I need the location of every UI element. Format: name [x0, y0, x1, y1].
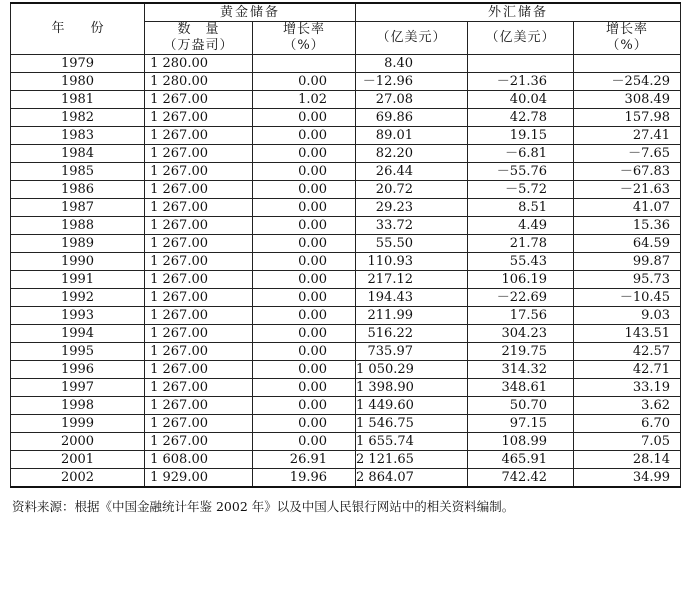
cell-forex-growth: －254.29 — [574, 73, 681, 91]
cell-forex-growth: －7.65 — [574, 145, 681, 163]
cell-forex-a: 110.93 — [356, 253, 468, 271]
cell-gold-quantity: 1 267.00 — [145, 361, 253, 379]
cell-gold-quantity: 1 267.00 — [145, 289, 253, 307]
cell-gold-growth: 0.00 — [253, 307, 356, 325]
cell-gold-growth: 0.00 — [253, 271, 356, 289]
cell-gold-growth: 0.00 — [253, 379, 356, 397]
table-row — [11, 289, 681, 307]
cell-forex-a: 735.97 — [356, 343, 468, 361]
cell-forex-a: 2 864.07 — [356, 469, 468, 488]
table-row — [11, 217, 681, 235]
table-row — [11, 379, 681, 397]
header-gold-quantity-unit: （万盎司） — [163, 38, 234, 53]
cell-forex-a: 1 449.60 — [356, 397, 468, 415]
cell-gold-quantity: 1 608.00 — [145, 451, 253, 469]
cell-forex-a: 1 050.29 — [356, 361, 468, 379]
source-note: 资料来源：根据《中国金融统计年鉴 2002 年》以及中国人民银行网站中的相关资料编制。 — [12, 499, 515, 514]
cell-forex-b: 19.15 — [468, 127, 574, 145]
cell-gold-growth: 0.00 — [253, 289, 356, 307]
cell-year: 1994 — [11, 325, 145, 343]
table-row — [11, 235, 681, 253]
cell-forex-growth: 34.99 — [574, 469, 681, 488]
cell-gold-growth: 0.00 — [253, 415, 356, 433]
cell-gold-growth: 0.00 — [253, 235, 356, 253]
table-row — [11, 199, 681, 217]
cell-year: 2002 — [11, 469, 145, 488]
cell-gold-quantity: 1 267.00 — [145, 271, 253, 289]
cell-forex-b: 42.78 — [468, 109, 574, 127]
table-row — [11, 181, 681, 199]
cell-forex-a: 55.50 — [356, 235, 468, 253]
cell-year: 1995 — [11, 343, 145, 361]
table-header — [11, 3, 681, 55]
cell-forex-a: 194.43 — [356, 289, 468, 307]
cell-gold-quantity: 1 267.00 — [145, 91, 253, 109]
cell-forex-a: 516.22 — [356, 325, 468, 343]
cell-forex-a: －12.96 — [356, 73, 468, 91]
header-forex-b: （亿美元） — [468, 22, 574, 55]
cell-forex-b: －21.36 — [468, 73, 574, 91]
cell-year: 1980 — [11, 73, 145, 91]
cell-gold-growth: 19.96 — [253, 469, 356, 488]
header-gold-quantity-label: 数 量 — [177, 22, 220, 37]
cell-gold-quantity: 1 267.00 — [145, 253, 253, 271]
cell-forex-growth: 308.49 — [574, 91, 681, 109]
cell-forex-b: －55.76 — [468, 163, 574, 181]
header-forex-reserves: 外汇储备 — [356, 3, 681, 22]
cell-forex-growth: 7.05 — [574, 433, 681, 451]
cell-forex-growth: －21.63 — [574, 181, 681, 199]
cell-forex-b: －5.72 — [468, 181, 574, 199]
header-year: 年 份 — [11, 3, 145, 55]
cell-gold-quantity: 1 267.00 — [145, 127, 253, 145]
table-body — [11, 55, 681, 488]
cell-forex-b: 742.42 — [468, 469, 574, 488]
cell-year: 1997 — [11, 379, 145, 397]
cell-forex-a: 27.08 — [356, 91, 468, 109]
cell-forex-growth: －10.45 — [574, 289, 681, 307]
cell-gold-growth: 0.00 — [253, 433, 356, 451]
table-row — [11, 469, 681, 488]
table-row — [11, 55, 681, 73]
cell-gold-quantity: 1 267.00 — [145, 307, 253, 325]
cell-forex-b: 108.99 — [468, 433, 574, 451]
header-gold-growth-unit: （%） — [283, 38, 325, 53]
cell-year: 1996 — [11, 361, 145, 379]
table-row — [11, 325, 681, 343]
cell-year: 1993 — [11, 307, 145, 325]
cell-year: 1984 — [11, 145, 145, 163]
cell-gold-growth: 0.00 — [253, 397, 356, 415]
table-row — [11, 415, 681, 433]
cell-forex-growth: 3.62 — [574, 397, 681, 415]
table-row — [11, 361, 681, 379]
cell-forex-a: 33.72 — [356, 217, 468, 235]
table-row — [11, 307, 681, 325]
cell-forex-a: 26.44 — [356, 163, 468, 181]
cell-gold-quantity: 1 267.00 — [145, 235, 253, 253]
cell-forex-a: 69.86 — [356, 109, 468, 127]
cell-forex-a: 1 546.75 — [356, 415, 468, 433]
cell-gold-growth: 0.00 — [253, 343, 356, 361]
cell-year: 1986 — [11, 181, 145, 199]
header-forex-growth-unit: （%） — [606, 38, 648, 53]
cell-gold-growth: 0.00 — [253, 181, 356, 199]
cell-gold-growth: 0.00 — [253, 217, 356, 235]
cell-gold-growth: 26.91 — [253, 451, 356, 469]
cell-forex-growth: 157.98 — [574, 109, 681, 127]
header-gold-growth-label: 增长率 — [283, 22, 326, 37]
cell-gold-quantity: 1 267.00 — [145, 379, 253, 397]
cell-year: 1999 — [11, 415, 145, 433]
cell-forex-b: 17.56 — [468, 307, 574, 325]
cell-forex-growth: 41.07 — [574, 199, 681, 217]
cell-forex-b: 55.43 — [468, 253, 574, 271]
cell-gold-quantity: 1 267.00 — [145, 415, 253, 433]
cell-gold-growth: 0.00 — [253, 127, 356, 145]
cell-year: 1981 — [11, 91, 145, 109]
cell-gold-growth — [253, 55, 356, 73]
cell-year: 1982 — [11, 109, 145, 127]
cell-forex-b: 304.23 — [468, 325, 574, 343]
cell-year: 1987 — [11, 199, 145, 217]
cell-gold-quantity: 1 929.00 — [145, 469, 253, 488]
cell-forex-growth: 42.57 — [574, 343, 681, 361]
cell-year: 2001 — [11, 451, 145, 469]
cell-gold-growth: 0.00 — [253, 73, 356, 91]
cell-year: 1998 — [11, 397, 145, 415]
cell-year: 1988 — [11, 217, 145, 235]
cell-gold-quantity: 1 267.00 — [145, 397, 253, 415]
cell-forex-b: －22.69 — [468, 289, 574, 307]
cell-year: 1979 — [11, 55, 145, 73]
cell-gold-quantity: 1 267.00 — [145, 181, 253, 199]
cell-gold-growth: 0.00 — [253, 145, 356, 163]
table-row — [11, 145, 681, 163]
cell-forex-b: 50.70 — [468, 397, 574, 415]
cell-gold-quantity: 1 267.00 — [145, 199, 253, 217]
cell-forex-b: 21.78 — [468, 235, 574, 253]
table-row — [11, 127, 681, 145]
cell-forex-b: 465.91 — [468, 451, 574, 469]
cell-forex-a: 1 655.74 — [356, 433, 468, 451]
table-row — [11, 433, 681, 451]
table-row — [11, 397, 681, 415]
cell-forex-growth: 95.73 — [574, 271, 681, 289]
cell-gold-quantity: 1 267.00 — [145, 163, 253, 181]
cell-gold-growth: 0.00 — [253, 109, 356, 127]
cell-forex-b: 348.61 — [468, 379, 574, 397]
cell-gold-quantity: 1 267.00 — [145, 217, 253, 235]
header-gold-reserves: 黄金储备 — [145, 3, 356, 22]
cell-forex-b — [468, 55, 574, 73]
table-row — [11, 343, 681, 361]
cell-gold-quantity: 1 267.00 — [145, 145, 253, 163]
reserves-table — [10, 2, 681, 488]
cell-gold-quantity: 1 267.00 — [145, 109, 253, 127]
cell-forex-b: 106.19 — [468, 271, 574, 289]
header-gold-quantity — [145, 22, 253, 55]
cell-forex-b: 219.75 — [468, 343, 574, 361]
cell-year: 1989 — [11, 235, 145, 253]
table-row — [11, 253, 681, 271]
cell-forex-growth: 9.03 — [574, 307, 681, 325]
table-row — [11, 109, 681, 127]
cell-gold-quantity: 1 280.00 — [145, 73, 253, 91]
table-row — [11, 91, 681, 109]
cell-forex-growth: 99.87 — [574, 253, 681, 271]
document-page — [10, 2, 680, 515]
cell-forex-a: 8.40 — [356, 55, 468, 73]
cell-forex-growth: 27.41 — [574, 127, 681, 145]
cell-forex-b: 8.51 — [468, 199, 574, 217]
cell-forex-growth: 6.70 — [574, 415, 681, 433]
cell-forex-growth: 33.19 — [574, 379, 681, 397]
table-row — [11, 73, 681, 91]
cell-forex-b: 4.49 — [468, 217, 574, 235]
cell-forex-growth: －67.83 — [574, 163, 681, 181]
header-forex-growth-label: 增长率 — [606, 22, 649, 37]
cell-year: 1991 — [11, 271, 145, 289]
cell-year: 1983 — [11, 127, 145, 145]
cell-forex-a: 217.12 — [356, 271, 468, 289]
cell-forex-b: 314.32 — [468, 361, 574, 379]
cell-gold-growth: 0.00 — [253, 253, 356, 271]
header-forex-growth — [574, 22, 681, 55]
cell-year: 2000 — [11, 433, 145, 451]
cell-forex-growth — [574, 55, 681, 73]
cell-year: 1985 — [11, 163, 145, 181]
cell-forex-b: －6.81 — [468, 145, 574, 163]
cell-gold-quantity: 1 280.00 — [145, 55, 253, 73]
cell-forex-a: 211.99 — [356, 307, 468, 325]
header-gold-growth — [253, 22, 356, 55]
cell-forex-a: 82.20 — [356, 145, 468, 163]
cell-forex-a: 20.72 — [356, 181, 468, 199]
cell-forex-growth: 15.36 — [574, 217, 681, 235]
cell-gold-quantity: 1 267.00 — [145, 325, 253, 343]
cell-forex-a: 29.23 — [356, 199, 468, 217]
cell-gold-growth: 0.00 — [253, 361, 356, 379]
cell-forex-b: 97.15 — [468, 415, 574, 433]
cell-forex-growth: 42.71 — [574, 361, 681, 379]
cell-gold-quantity: 1 267.00 — [145, 343, 253, 361]
cell-gold-growth: 0.00 — [253, 199, 356, 217]
cell-forex-b: 40.04 — [468, 91, 574, 109]
table-row — [11, 451, 681, 469]
table-row — [11, 271, 681, 289]
cell-forex-growth: 28.14 — [574, 451, 681, 469]
cell-gold-growth: 1.02 — [253, 91, 356, 109]
cell-forex-a: 89.01 — [356, 127, 468, 145]
cell-forex-a: 1 398.90 — [356, 379, 468, 397]
cell-year: 1990 — [11, 253, 145, 271]
cell-forex-growth: 143.51 — [574, 325, 681, 343]
cell-gold-growth: 0.00 — [253, 325, 356, 343]
cell-gold-growth: 0.00 — [253, 163, 356, 181]
cell-year: 1992 — [11, 289, 145, 307]
header-forex-a: （亿美元） — [356, 22, 468, 55]
cell-forex-growth: 64.59 — [574, 235, 681, 253]
table-row — [11, 163, 681, 181]
cell-forex-a: 2 121.65 — [356, 451, 468, 469]
cell-gold-quantity: 1 267.00 — [145, 433, 253, 451]
